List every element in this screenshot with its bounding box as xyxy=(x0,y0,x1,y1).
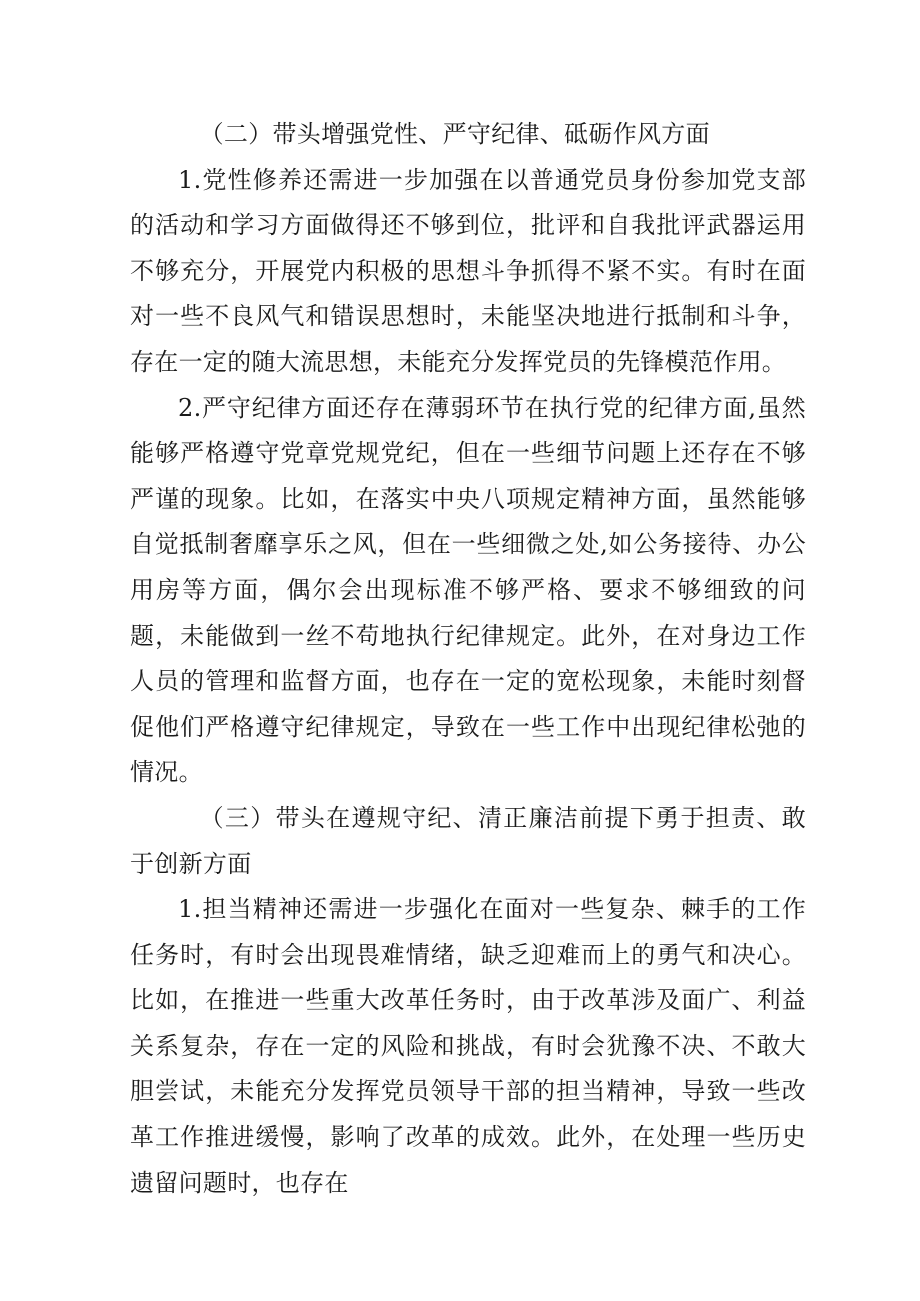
section-3-item-1: 1.担当精神还需进一步强化在面对一些复杂、棘手的工作任务时，有时会出现畏难情绪，缺乏迎难而上的勇气和决心。比如，在推进一些重大改革任务时，由于改革涉及面广、利益关系复杂，存在一定的风险和挑战，有时会犹豫不决、不敢大胆尝试，未能充分发挥党员领导干部的担当精神，导致一些改革工作推进缓慢，影响了改革的成效。此外，在处理一些历史遗留问题时，也存在 xyxy=(130,895,806,1197)
section-heading-2: （二）带头增强党性、严守纪律、砥砺作风方面 xyxy=(199,120,710,148)
section-2-item-1: 1.党性修养还需进一步加强在以普通党员身份参加党支部的活动和学习方面做得还不够到位，批评和自我批评武器运用不够充分，开展党内积极的思想斗争抓得不紧不实。有时在面对一些不良风气和错误思想时，未能坚决地进行抵制和斗争，存在一定的随大流思想，未能充分发挥党员的先锋模范作用。 xyxy=(130,165,806,376)
section-2-item-2: 2.严守纪律方面还存在薄弱环节在执行党的纪律方面,虽然能够严格遵守党章党规党纪，但在一些细节问题上还存在不够严谨的现象。比如，在落实中央八项规定精神方面，虽然能够自觉抵制奢靡享乐之风，但在一些细微之处,如公务接待、办公用房等方面，偶尔会出现标准不够严格、要求不够细致的问题，未能做到一丝不苟地执行纪律规定。此外，在对身边工作人员的管理和监督方面，也存在一定的宽松现象，未能时刻督促他们严格遵守纪律规定，导致在一些工作中出现纪律松弛的情况。 xyxy=(130,393,806,787)
document-body xyxy=(130,112,806,1206)
section-heading-3: （三）带头在遵规守纪、清正廉洁前提下勇于担责、敢于创新方面 xyxy=(130,803,806,878)
